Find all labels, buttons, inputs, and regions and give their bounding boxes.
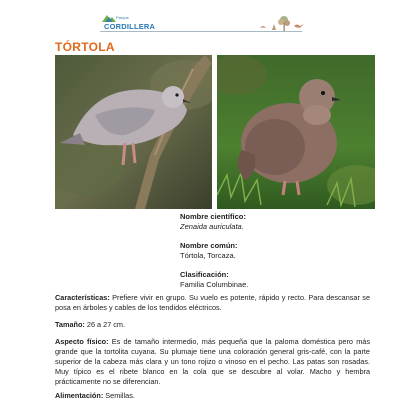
appearance-paragraph [55,337,370,387]
park-logo [102,14,156,32]
logo-name: CORDILLERA [104,22,156,31]
common-name-value: Tórtola, Torcaza. [180,251,236,260]
bird-perched-photo [55,55,212,209]
species-info [180,212,380,290]
classification-label: Clasificación: [180,270,229,279]
page-title: TÓRTOLA [55,40,115,54]
characteristics-text: Prefiere vivir en grupo. Su vuelo es potente, rápido y recto. Para descansar se posa en árboles y cables de los tendidos eléctricos. [55,293,370,312]
page-header [0,0,400,36]
appearance-text: Es de tamaño intermedio, más pequeña que la paloma doméstica pero más grande que la tortolita cuyana. Su plumaje tiene una coloración general gris-café, con la parte superior de la cabeza más clara y un tono rojizo o vinoso en el pecho. Las patas son rosadas. Muy típico es el ribete blanco en la cola que se descubre al volar. Macho y hembra prácticamente no se diferencian. [55,337,370,386]
size-text: 26 a 27 cm. [84,320,126,329]
scientific-name-label: Nombre científico: [180,212,246,221]
diet-text: Semillas. [103,391,135,400]
characteristics-label: Características: [55,293,110,302]
size-paragraph [55,320,370,330]
characteristics-paragraph [55,293,370,313]
scientific-name-value: Zenaida auriculata. [180,222,244,231]
header-plants-birds-icon [258,14,306,32]
mountain-logo-icon [102,14,116,22]
bird-grass-photo [217,55,375,209]
appearance-label: Aspecto físico: [55,337,109,346]
logo-small-text: Parque [116,15,129,20]
size-label: Tamaño: [55,320,85,329]
diet-label: Alimentación: [55,391,104,400]
common-name-label: Nombre común: [180,241,238,250]
classification-value: Familia Columbinae. [180,280,249,289]
